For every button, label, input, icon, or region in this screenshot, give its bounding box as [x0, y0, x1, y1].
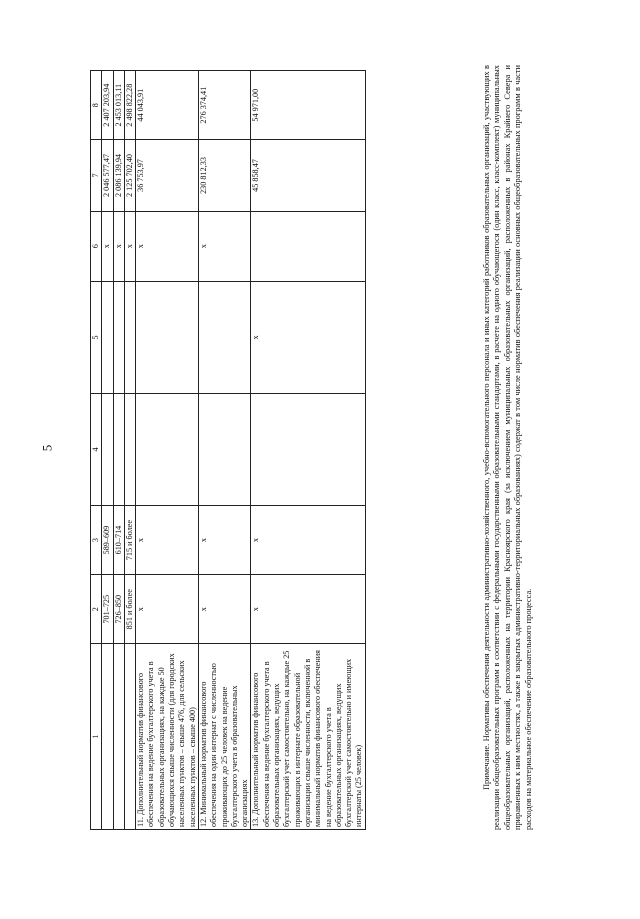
header-cell-1: 1 — [91, 644, 102, 830]
table-cell — [251, 393, 365, 505]
table-cell — [124, 644, 135, 830]
table-row — [136, 71, 199, 830]
row-label: 12. Минимальный норматив финансового обеспечения на один интернат с численностью проживающих до 25 человек на ведение бухгалтерского учета в образовательных организациях — [198, 644, 250, 830]
table-cell: 2 453 013,11 — [113, 71, 124, 140]
table-row — [124, 71, 135, 830]
table-cell: 45 858,47 — [251, 140, 365, 211]
table-cell — [113, 393, 124, 505]
table-cell: х — [102, 211, 113, 281]
table-cell — [136, 281, 199, 393]
table-cell: х — [136, 211, 199, 281]
table-cell: 36 753,97 — [136, 140, 199, 211]
header-cell-6: 6 — [91, 211, 102, 281]
header-cell-5: 5 — [91, 281, 102, 393]
table-cell: 726–850 — [113, 575, 124, 644]
table-cell: 715 и более — [124, 505, 135, 574]
table-cell — [124, 281, 135, 393]
table-cell: х — [124, 211, 135, 281]
table-cell: 851 и более — [124, 575, 135, 644]
table-cell: 701–725 — [102, 575, 113, 644]
table-cell: 2 046 577,47 — [102, 140, 113, 211]
header-cell-2: 2 — [91, 575, 102, 644]
rotated-page-content — [90, 60, 550, 860]
normatives-table — [90, 70, 366, 830]
table-cell — [102, 393, 113, 505]
table-cell — [198, 393, 250, 505]
table-cell: х — [198, 505, 250, 574]
table-cell — [124, 393, 135, 505]
page-number: 5 — [39, 444, 55, 452]
table-cell: 44 043,91 — [136, 71, 199, 140]
table-cell — [198, 281, 250, 393]
table-cell — [102, 644, 113, 830]
table-cell: 230 812,33 — [198, 140, 250, 211]
row-label: 13. Дополнительный норматив финансового обеспечения на ведение бухгалтерского учета в образовательных организациях, ведущих бухгалтерский учет самостоятельно, на каждые 25 проживающих в интернате образовательной организации свыше численности, включенной в минимальный норматив финансового обеспечения на ведение бухгалтерского учета в образовательных организациях, ведущих бухгалтерский учет самостоятельно и имеющих интернаты (25 человек) — [251, 644, 365, 830]
table-cell: х — [136, 505, 199, 574]
header-cell-7: 7 — [91, 140, 102, 211]
table-cell: х — [251, 505, 365, 574]
table-cell — [113, 644, 124, 830]
table-cell: 2 498 822,28 — [124, 71, 135, 140]
table-cell: 589–609 — [102, 505, 113, 574]
table-cell: х — [198, 575, 250, 644]
table-cell: х — [251, 575, 365, 644]
table-cell: х — [136, 575, 199, 644]
table-cell: 2 407 203,94 — [102, 71, 113, 140]
table-cell: х — [198, 211, 250, 281]
table-cell: 610–714 — [113, 505, 124, 574]
header-cell-8: 8 — [91, 71, 102, 140]
header-cell-3: 3 — [91, 505, 102, 574]
table-cell: 54 971,00 — [251, 71, 365, 140]
table-cell — [136, 393, 199, 505]
header-cell-4: 4 — [91, 393, 102, 505]
table-row — [251, 71, 365, 830]
table-cell: 2 125 702,40 — [124, 140, 135, 211]
table-cell — [251, 211, 365, 281]
table-cell: х — [113, 211, 124, 281]
row-label: 11. Дополнительный норматив финансового обеспечения на ведение бухгалтерского учета в образовательных организациях, на каждые 50 обучающихся свыше численности (для городских населенных пунктов – свыше 476, для сельских населенных пунктов – свыше 400) — [136, 644, 199, 830]
table-row — [102, 71, 113, 830]
table-cell: 276 374,41 — [198, 71, 250, 140]
table-cell: х — [251, 281, 365, 393]
table-row — [113, 71, 124, 830]
table-cell — [113, 281, 124, 393]
table-cell — [102, 281, 113, 393]
table-row — [198, 71, 250, 830]
footnote: Примечание. Нормативы обеспечения деятельности административно-хозяйственного, учебно-вспомогательного персонала и иных категорий работников образовательных организаций, участвующих в реализации общеобразовательных программ в соответствии с федеральными государственными образовательными стандартами, в расчете на одного обучающегося (один класс, класс-комплект) муниципальных общеобразовательных организаций, расположенных на территории Красноярского края (за исключением муниципальных образовательных организаций, расположенных в районах Крайнего Севера и приравненных к ним местностях, а также в закрытых административно-территориальных образованиях) содержат в том числе норматив обеспечения реализации основных общеобразовательных программ в части расходов на материальное обеспечение образовательного процесса. — [482, 65, 533, 830]
table-header-row — [91, 71, 102, 830]
table-cell: 2 086 139,94 — [113, 140, 124, 211]
